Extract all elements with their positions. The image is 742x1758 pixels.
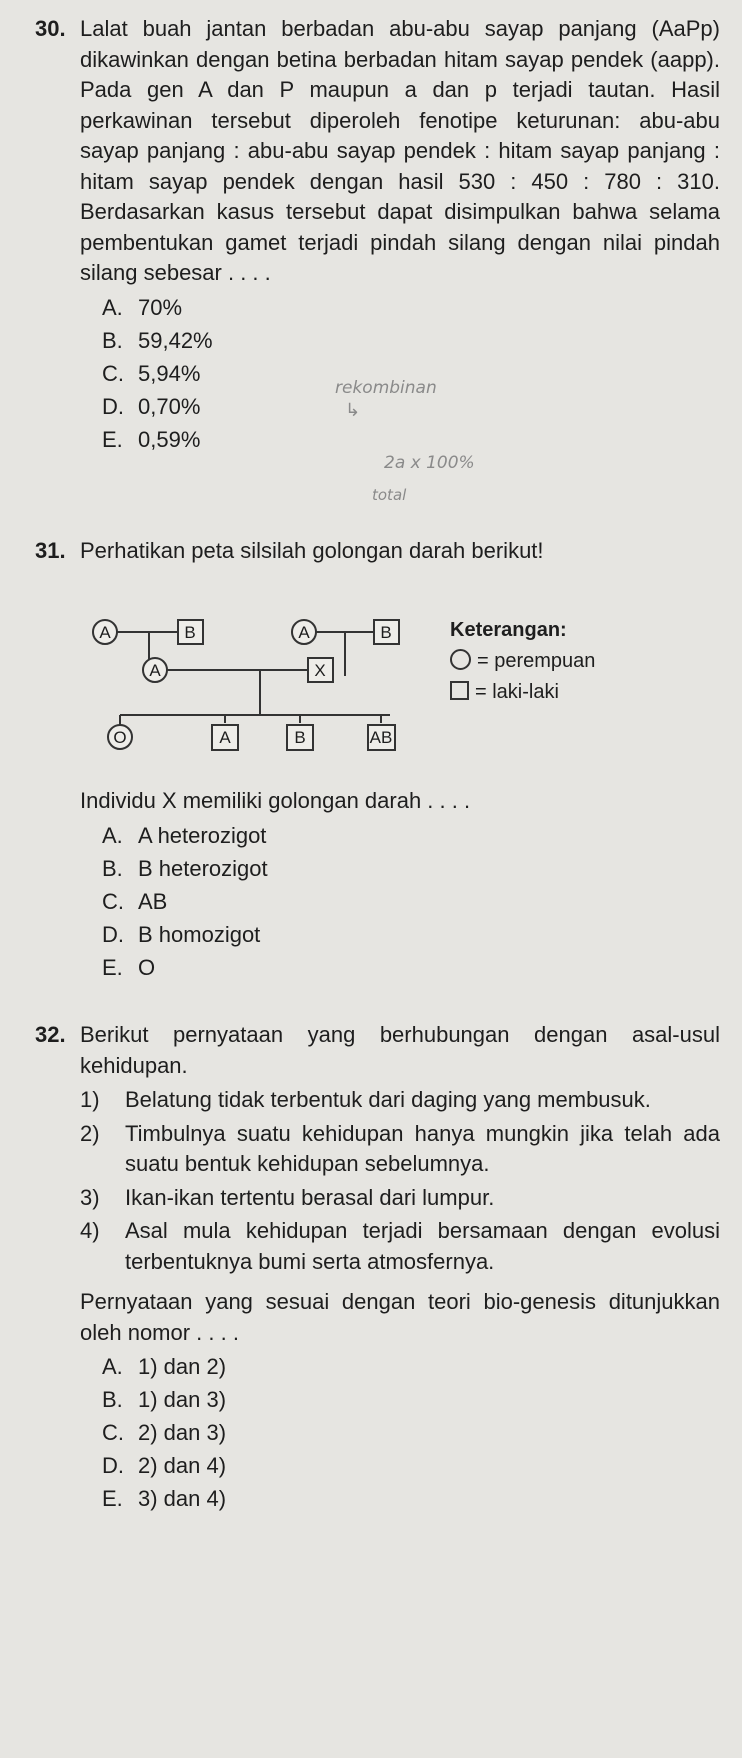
question-prompt: Individu X memiliki golongan darah . . . .: [80, 788, 471, 813]
gen3-label: B: [294, 728, 306, 747]
question-stem: Berikut pernyataan yang berhubungan dengan asal-usul kehidupan.: [80, 1022, 720, 1078]
option-c[interactable]: C. AB: [102, 888, 168, 914]
question-31: [35, 536, 720, 567]
option-list: [80, 1351, 720, 1516]
option-a[interactable]: A. 1) dan 2): [102, 1354, 227, 1380]
legend-male: = laki-laki: [450, 677, 595, 708]
question-prompt: Pernyataan yang sesuai dengan teori bio-genesis ditunjukkan oleh nomor . . . .: [80, 1289, 720, 1345]
gen1-label: A: [298, 623, 310, 642]
question-32: [35, 1020, 720, 1516]
square-icon: [450, 681, 469, 700]
handwritten-formula: 2a x 100%: [384, 453, 475, 473]
circle-icon: [450, 649, 471, 670]
pedigree-chart: [80, 615, 730, 765]
option-c[interactable]: C. 2) dan 3): [102, 1420, 227, 1446]
individual-x-label: X: [314, 661, 326, 680]
question-number: 31.: [35, 538, 66, 563]
statement-list: [80, 1085, 720, 1277]
statement-item: 1) Belatung tidak terbentuk dari daging yang membusuk.: [80, 1087, 651, 1112]
pedigree-legend: [450, 615, 595, 708]
gen1-label: B: [380, 623, 392, 642]
option-d[interactable]: D. 0,70%: [102, 393, 201, 419]
statement-item: 2) Timbulnya suatu kehidupan hanya mungkin jika telah ada suatu bentuk kehidupan sebelumnya.: [80, 1120, 720, 1176]
pedigree-diagram: [80, 615, 440, 765]
question-number: 32.: [35, 1022, 66, 1047]
statement-item: 4) Asal mula kehidupan terjadi bersamaan dengan evolusi terbentuknya bumi serta atmosfernya.: [80, 1218, 720, 1274]
gen2-label: A: [149, 661, 161, 680]
option-b[interactable]: B. 1) dan 3): [102, 1387, 227, 1413]
legend-title: Keterangan:: [450, 619, 567, 641]
option-c[interactable]: C. 5,94%: [102, 360, 201, 386]
option-b[interactable]: B. 59,42%: [102, 327, 213, 353]
gen3-label: A: [219, 728, 231, 747]
handwritten-arrow: ↳: [345, 400, 361, 421]
gen3-label: AB: [369, 728, 393, 747]
question-stem: Perhatikan peta silsilah golongan darah berikut!: [80, 538, 544, 563]
option-list: [80, 820, 720, 985]
option-b[interactable]: B. B heterozigot: [102, 855, 268, 881]
option-a[interactable]: A. A heterozigot: [102, 822, 267, 848]
gen3-label: O: [113, 728, 127, 747]
legend-female: = perempuan: [450, 646, 595, 677]
option-e[interactable]: E. 3) dan 4): [102, 1486, 227, 1512]
handwritten-note: total: [372, 486, 407, 504]
question-stem: Lalat buah jantan berbadan abu-abu sayap panjang (AaPp) dikawinkan dengan betina berbadan hitam sayap pendek (aapp). Pada gen A dan P maupun a dan p terjadi tautan. Hasil perkawinan tersebut diperoleh fenotipe keturunan: abu-abu sayap panjang : abu-abu sayap pendek : hitam sayap panjang : hitam sayap pendek dengan hasil 530 : 450 : 780 : 310. Berdasarkan kasus tersebut dapat disimpulkan bahwa selama pembentukan gamet terjadi pindah silang dengan nilai pindah silang sebesar . . . .: [80, 16, 720, 285]
option-e[interactable]: E. 0,59%: [102, 426, 201, 452]
option-d[interactable]: D. B homozigot: [102, 921, 261, 947]
option-d[interactable]: D. 2) dan 4): [102, 1453, 227, 1479]
option-e[interactable]: E. O: [102, 954, 156, 980]
option-list: [80, 292, 720, 457]
option-a[interactable]: A. 70%: [102, 294, 183, 320]
statement-item: 3) Ikan-ikan tertentu berasal dari lumpur.: [80, 1184, 495, 1210]
handwritten-note: rekombinan: [335, 378, 437, 398]
question-31-body: [80, 786, 720, 985]
gen1-label: A: [99, 623, 111, 642]
question-number: 30.: [35, 16, 66, 41]
gen1-label: B: [184, 623, 196, 642]
